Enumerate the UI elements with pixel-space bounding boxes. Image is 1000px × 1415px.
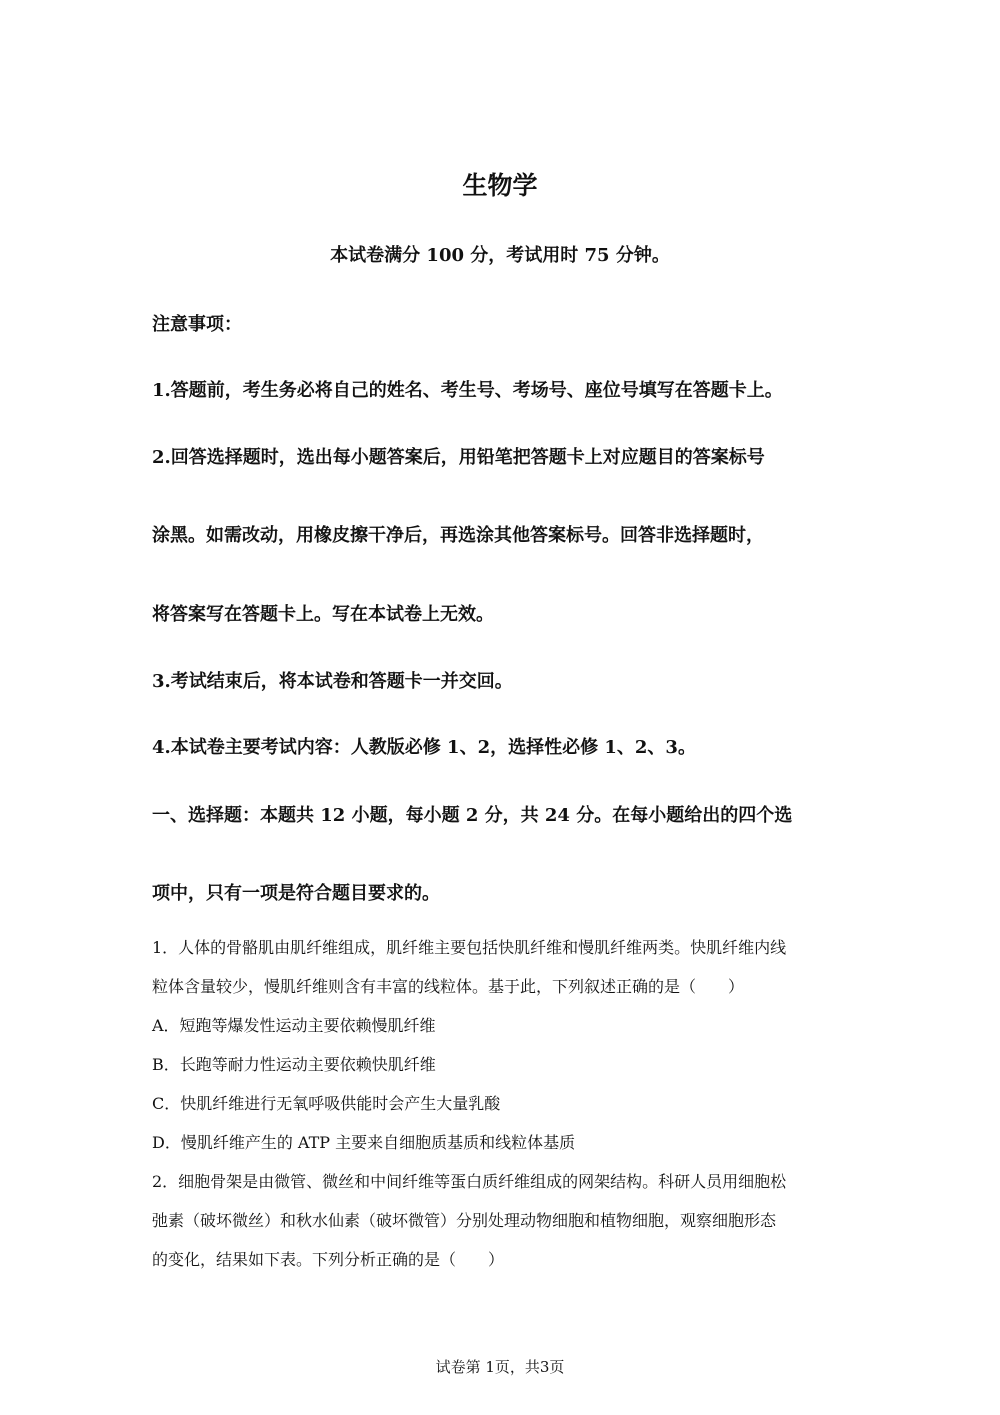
question-1-option-c: C．快肌纤维进行无氧呼吸供能时会产生大量乳酸 bbox=[152, 1094, 501, 1113]
notice-heading: 注意事项： bbox=[152, 314, 242, 335]
section-heading: 一、选择题：本题共 12 小题，每小题 2 分，共 24 分。在每小题给出的四个选 bbox=[152, 805, 793, 826]
notice-item: 涂黑。如需改动，用橡皮擦干净后，再选涂其他答案标号。回答非选择题时， bbox=[152, 525, 764, 546]
section-heading-cont: 项中，只有一项是符合题目要求的。 bbox=[152, 883, 440, 904]
notice-item: 将答案写在答题卡上。写在本试卷上无效。 bbox=[152, 604, 494, 625]
question-1-stem: 1．人体的骨骼肌由肌纤维组成，肌纤维主要包括快肌纤维和慢肌纤维两类。快肌纤维内线 bbox=[152, 938, 787, 957]
question-1-stem-cont: 粒体含量较少，慢肌纤维则含有丰富的线粒体。基于此，下列叙述正确的是（ ） bbox=[152, 977, 745, 996]
question-1-option-d: D．慢肌纤维产生的 ATP 主要来自细胞质基质和线粒体基质 bbox=[152, 1133, 576, 1152]
question-1-option-b: B．长跑等耐力性运动主要依赖快肌纤维 bbox=[152, 1055, 436, 1074]
question-2-stem: 2．细胞骨架是由微管、微丝和中间纤维等蛋白质纤维组成的网架结构。科研人员用细胞松 bbox=[152, 1172, 787, 1191]
page-title: 生物学 bbox=[462, 171, 538, 200]
question-2-stem-end: 的变化，结果如下表。下列分析正确的是（ ） bbox=[152, 1250, 505, 1269]
question-1-option-a: A．短跑等爆发性运动主要依赖慢肌纤维 bbox=[152, 1016, 436, 1035]
notice-item: 4.本试卷主要考试内容：人教版必修 1、2，选择性必修 1、2、3。 bbox=[152, 737, 696, 758]
notice-item: 3.考试结束后，将本试卷和答题卡一并交回。 bbox=[152, 671, 513, 692]
exam-subtitle: 本试卷满分 100 分，考试用时 75 分钟。 bbox=[330, 245, 670, 266]
page-footer: 试卷第 1页，共3页 bbox=[435, 1358, 565, 1376]
question-2-stem-cont: 弛素（破坏微丝）和秋水仙素（破坏微管）分别处理动物细胞和植物细胞，观察细胞形态 bbox=[152, 1211, 777, 1230]
notice-item: 1.答题前，考生务必将自己的姓名、考生号、考场号、座位号填写在答题卡上。 bbox=[152, 380, 783, 401]
notice-item: 2.回答选择题时，选出每小题答案后，用铅笔把答题卡上对应题目的答案标号 bbox=[152, 447, 765, 468]
